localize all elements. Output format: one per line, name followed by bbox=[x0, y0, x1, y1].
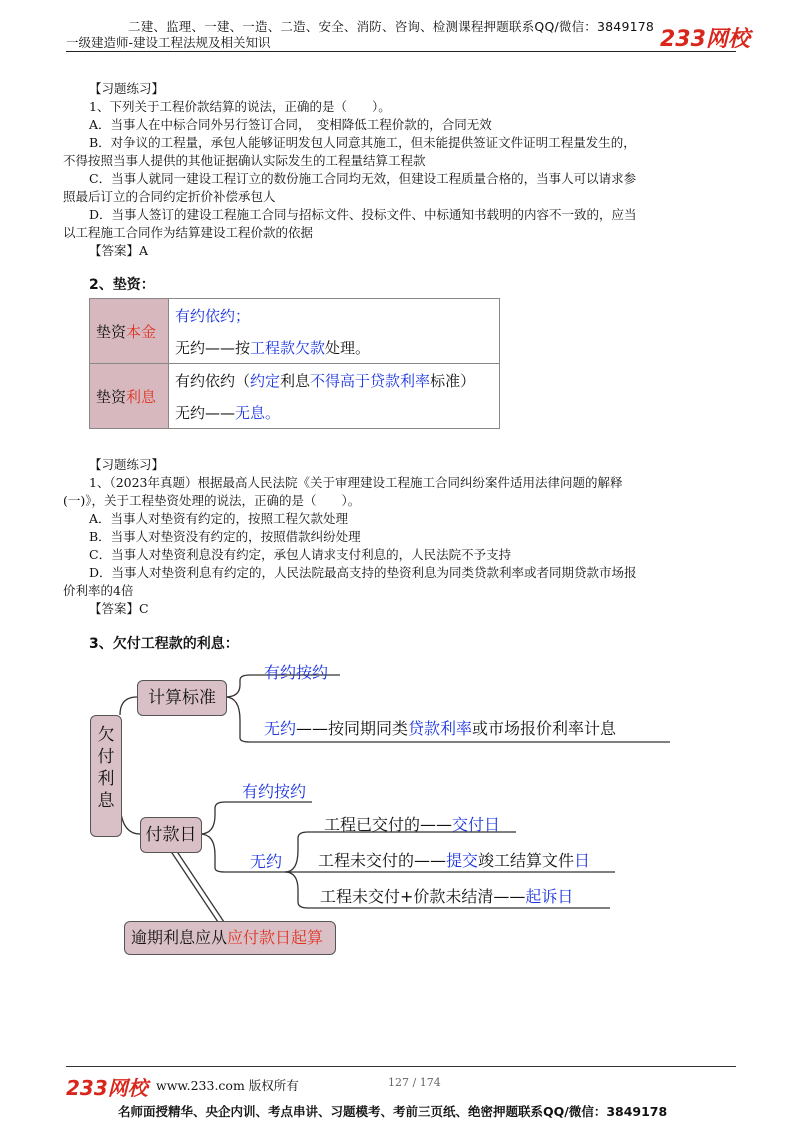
exercise1-option-c-line2: 照最后订立的合同约定折价补偿承包人 bbox=[63, 189, 276, 204]
exercise1-label: 【习题练习】 bbox=[89, 81, 165, 96]
pay-case-delivered: 工程已交付的——交付日 bbox=[324, 815, 501, 834]
row2-line1: 有约依约（约定利息不得高于贷款利率标准） bbox=[169, 364, 500, 397]
row1-label: 垫资本金 bbox=[90, 299, 169, 364]
header-contact-line: 二建、监理、一建、一造、二造、安全、消防、咨询、检测课程押题联系QQ/微信：3849178 bbox=[128, 19, 655, 34]
exercise2-answer: 【答案】C bbox=[89, 601, 149, 616]
payment-day-node: 付款日 bbox=[140, 817, 202, 853]
exercise1-option-b-line1: B．对争议的工程量，承包人能够证明发包人同意其施工，但未能提供签证文件证明工程量发生的， bbox=[89, 135, 636, 150]
footer-contact-line: 名师面授精华、央企内训、考点串讲、习题模考、考前三页纸、绝密押题联系QQ/微信：3849178 bbox=[118, 1104, 668, 1119]
exercise2-label: 【习题练习】 bbox=[89, 457, 165, 472]
exercise2-option-b: B．当事人对垫资没有约定的，按照借款纠纷处理 bbox=[89, 529, 361, 544]
footer-page-number: 127 / 174 bbox=[388, 1076, 441, 1089]
exercise2-stem-line1: 1、（2023年真题）根据最高人民法院《关于审理建设工程施工合同纠纷案件适用法律问题的解释 bbox=[89, 475, 623, 490]
exercise1-option-b-line2: 不得按照当事人提供的其他证据确认实际发生的工程量结算工程款 bbox=[63, 153, 426, 168]
calc-none-label: 无约——按同期同类贷款利率或市场报价利率计息 bbox=[264, 719, 617, 738]
exercise1-option-d-line2: 以工程施工合同作为结算建设工程价款的依据 bbox=[63, 225, 314, 240]
pay-case-unsettled: 工程未交付+价款未结清——起诉日 bbox=[320, 887, 574, 906]
footer-logo: 233网校 bbox=[66, 1076, 148, 1100]
exercise2-option-a: A．当事人对垫资有约定的，按照工程欠款处理 bbox=[89, 511, 349, 526]
footer-divider bbox=[66, 1066, 736, 1067]
footer-site: www.233.com 版权所有 bbox=[156, 1078, 299, 1093]
exercise1-option-c-line1: C．当事人就同一建设工程订立的数份施工合同均无效，但建设工程质量合格的，当事人可以请求参 bbox=[89, 171, 637, 186]
pay-none-label: 无约 bbox=[250, 852, 283, 871]
pay-case-undelivered: 工程未交付的——提交竣工结算文件日 bbox=[318, 851, 591, 870]
exercise2-option-c: C．当事人对垫资利息没有约定，承包人请求支付利息的，人民法院不予支持 bbox=[89, 547, 512, 562]
exercise2-option-d-line2: 价利率的4倍 bbox=[63, 583, 134, 598]
exercise1-stem: 1、下列关于工程价款结算的说法，正确的是（ ）。 bbox=[89, 99, 391, 114]
exercise2-stem-line2: (一)》，关于工程垫资处理的说法，正确的是（ ）。 bbox=[63, 493, 361, 508]
header-subject: 一级建造师-建设工程法规及相关知识 bbox=[66, 35, 271, 50]
overdue-interest-node: 逾期利息应从应付款日起算 bbox=[124, 921, 336, 955]
root-node: 欠付利息 bbox=[90, 715, 122, 837]
exercise1-option-a: A．当事人在中标合同外另行签订合同， 变相降低工程价款的，合同无效 bbox=[89, 117, 492, 132]
row1-line1: 有约依约； bbox=[169, 299, 500, 332]
row1-line2: 无约——按工程款欠款处理。 bbox=[169, 331, 500, 364]
pay-agreed-label: 有约按约 bbox=[242, 782, 307, 801]
exercise1-answer: 【答案】A bbox=[89, 243, 149, 258]
exercise2-option-d-line1: D．当事人对垫资利息有约定的，人民法院最高支持的垫资利息为同类贷款利率或者同期贷款市场报 bbox=[89, 565, 637, 580]
row2-label: 垫资利息 bbox=[90, 364, 169, 429]
row2-line2: 无约——无息。 bbox=[169, 396, 500, 429]
section3-title: 3、欠付工程款的利息： bbox=[89, 636, 239, 652]
section2-title: 2、垫资： bbox=[89, 277, 155, 293]
exercise1-option-d-line1: D．当事人签订的建设工程施工合同与招标文件、投标文件、中标通知书载明的内容不一致的，应当 bbox=[89, 207, 637, 222]
calc-standard-node: 计算标准 bbox=[137, 680, 227, 716]
header-logo: 233网校 bbox=[660, 27, 750, 52]
calc-agreed-label: 有约按约 bbox=[264, 663, 329, 682]
